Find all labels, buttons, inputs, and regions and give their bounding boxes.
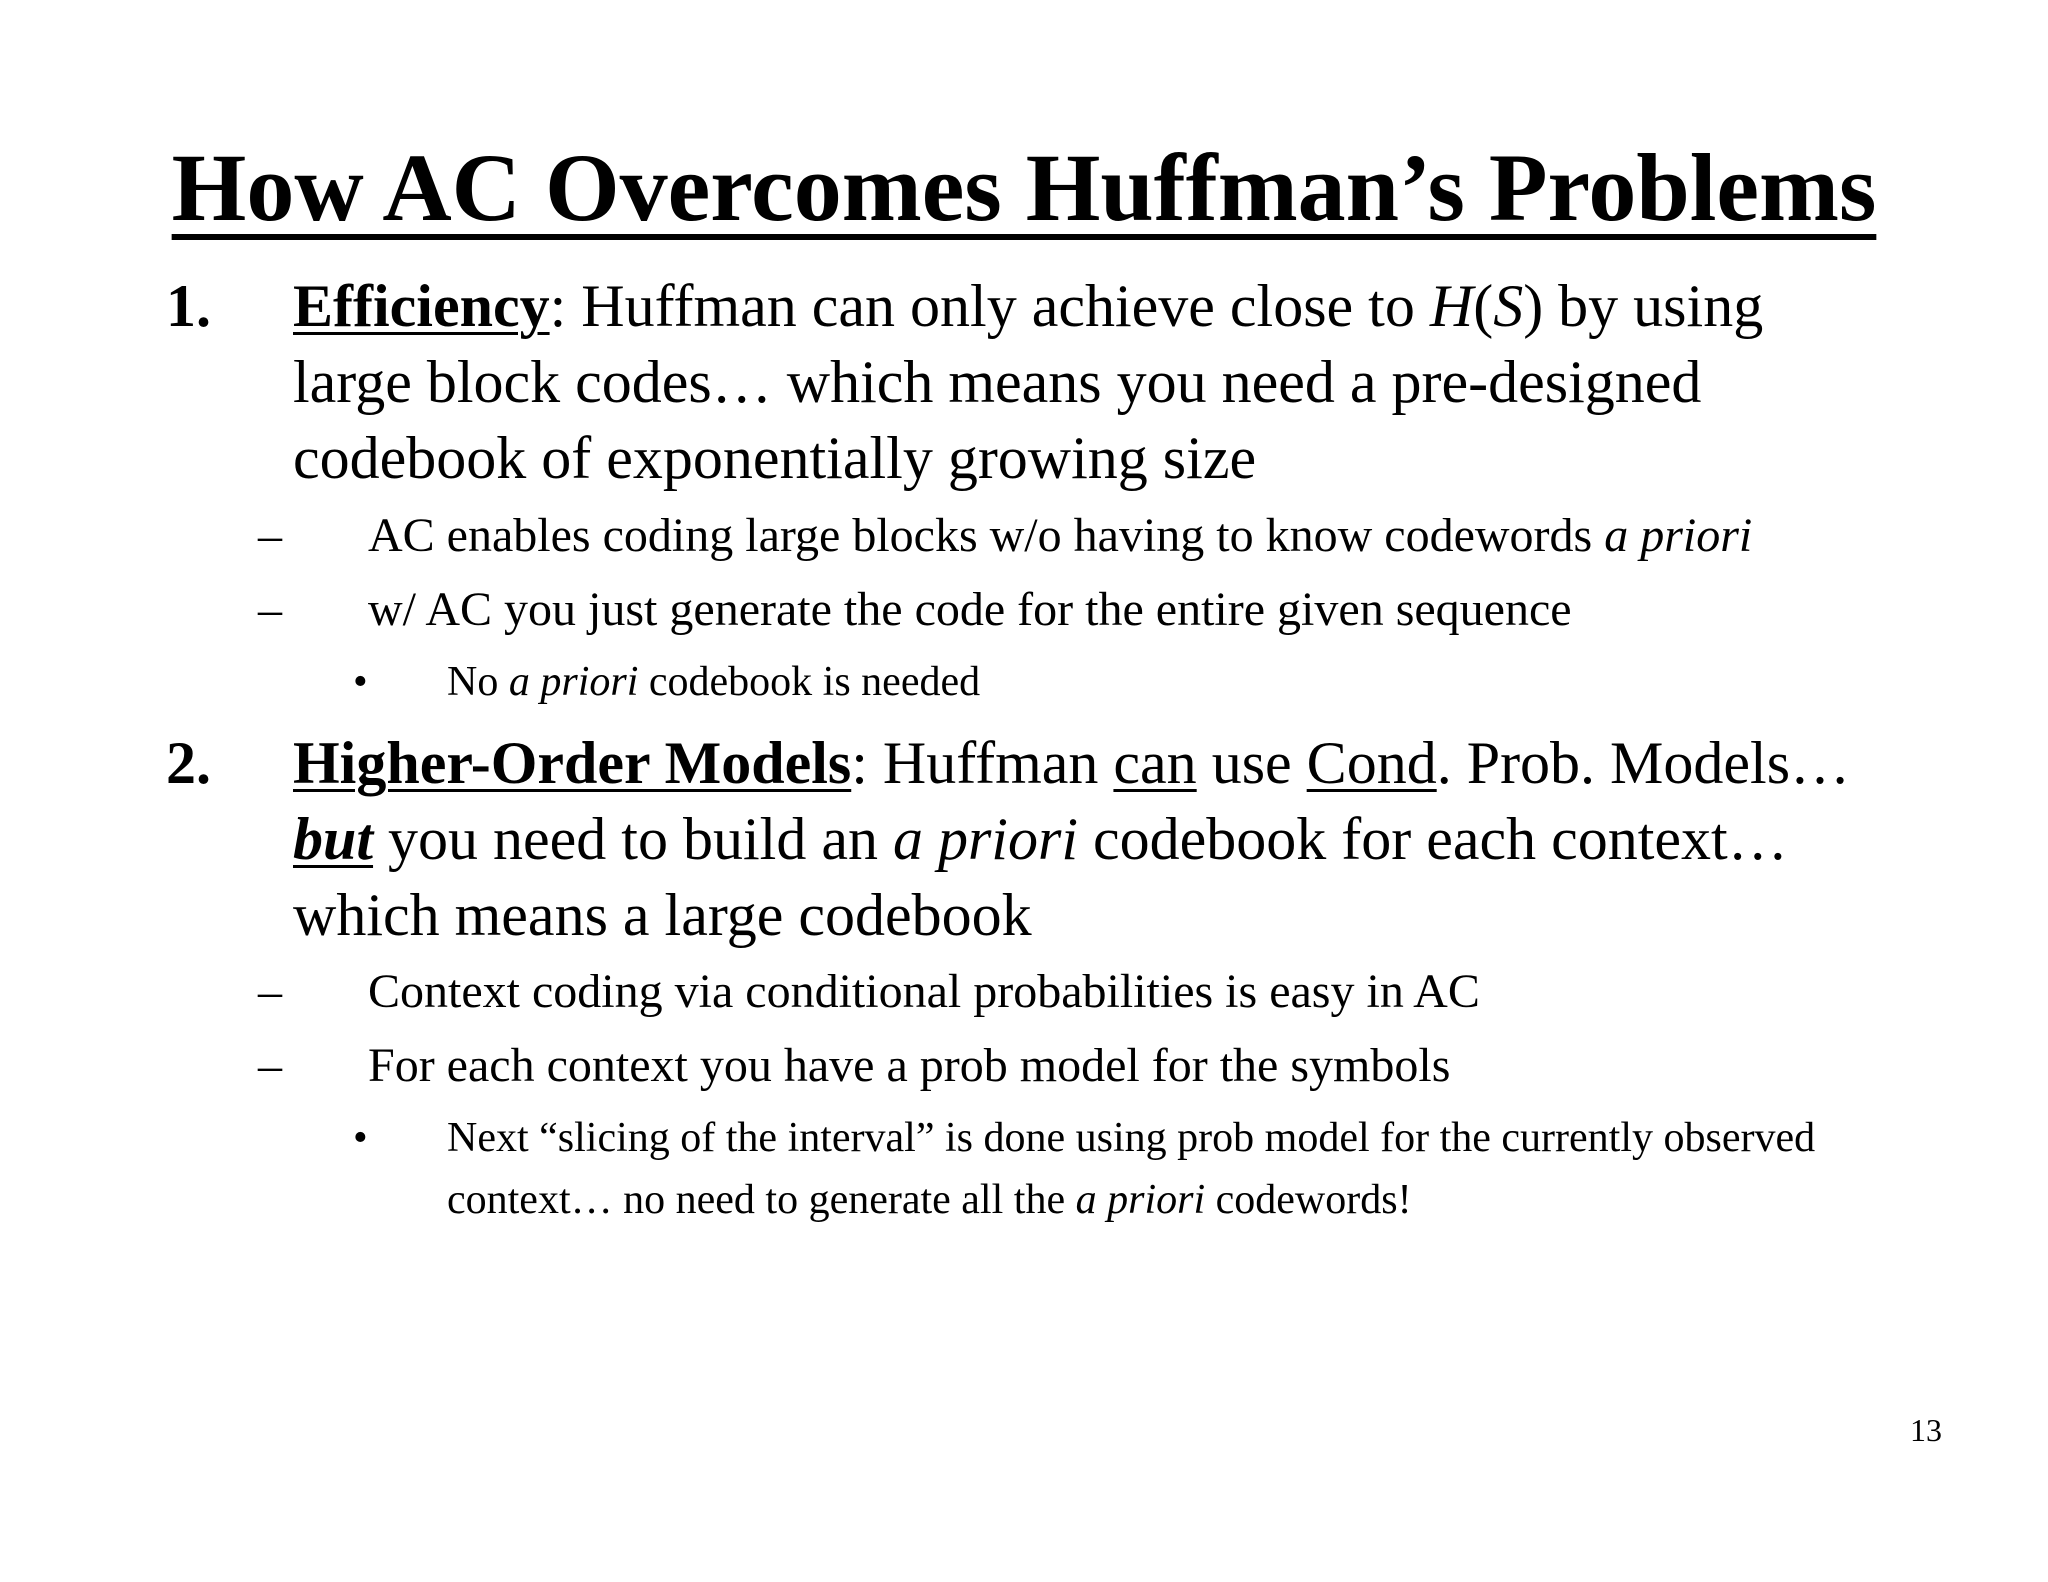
underlined-word: Cond	[1306, 730, 1437, 796]
sub-sub-item-text	[447, 1107, 1853, 1231]
bullet: •	[353, 659, 368, 705]
sub-item	[258, 506, 1908, 566]
sub-item	[258, 580, 1908, 640]
item-text: . Prob. Models…	[1436, 730, 1851, 796]
sub-item	[258, 962, 1908, 1022]
item-number: 2.	[166, 730, 211, 796]
item-body	[293, 725, 1866, 953]
italic-text: a priori	[1604, 509, 1753, 562]
text: codebook is needed	[638, 659, 981, 705]
sub-item-text: For each context you have a prob model for the symbols	[368, 1039, 1451, 1092]
sub-item-text	[368, 506, 1908, 566]
sub-sub-item	[353, 651, 1853, 713]
list-item-efficiency	[166, 268, 1866, 496]
list-item-higher-order-models	[166, 725, 1866, 953]
italic-text: a priori	[508, 659, 639, 705]
item-text: codebook for each context… which means a large codebook	[293, 806, 1788, 948]
item-number: 1.	[166, 273, 211, 339]
text: No	[447, 659, 509, 705]
math-h: H	[1429, 273, 1474, 339]
underlined-word: can	[1113, 730, 1197, 796]
sub-item-text: w/ AC you just generate the code for the entire given sequence	[368, 583, 1572, 636]
item-heading: Higher-Order Models	[293, 730, 852, 796]
item-text: use	[1196, 730, 1307, 796]
item-text: Huffman	[867, 730, 1114, 796]
item-body	[293, 268, 1866, 496]
sub-item	[258, 1036, 1908, 1096]
text: Next “slicing of the interval” is done using prob model for the currently observed context… no need to generate all the	[447, 1115, 1816, 1223]
italic-text: a priori	[892, 806, 1078, 872]
text: AC enables coding large blocks w/o having to know codewords	[368, 509, 1605, 562]
emphasis-word: but	[293, 806, 374, 872]
colon: :	[851, 730, 868, 796]
item-heading: Efficiency	[293, 273, 550, 339]
dash: –	[258, 1039, 282, 1092]
text: codewords!	[1205, 1177, 1412, 1223]
sub-item-text: Context coding via conditional probabilities is easy in AC	[368, 965, 1480, 1018]
bullet: •	[353, 1115, 368, 1161]
page-number: 13	[1910, 1412, 1942, 1448]
dash: –	[258, 965, 282, 1018]
italic-text: a priori	[1075, 1177, 1206, 1223]
dash: –	[258, 509, 282, 562]
paren: (	[1473, 273, 1494, 339]
slide-title: How AC Overcomes Huffman’s Problems	[171, 134, 1877, 241]
paren: )	[1523, 273, 1544, 339]
sub-sub-item-text	[447, 651, 1853, 713]
dash: –	[258, 583, 282, 636]
item-text: Huffman can only achieve close to	[566, 273, 1430, 339]
sub-sub-item	[353, 1107, 1853, 1231]
colon: :	[549, 273, 567, 339]
item-text: by using large block codes… which means you need a pre-designed codebook of exponentially growing size	[293, 273, 1764, 491]
math-s: S	[1493, 273, 1524, 339]
item-text: you need to build an	[373, 806, 893, 872]
